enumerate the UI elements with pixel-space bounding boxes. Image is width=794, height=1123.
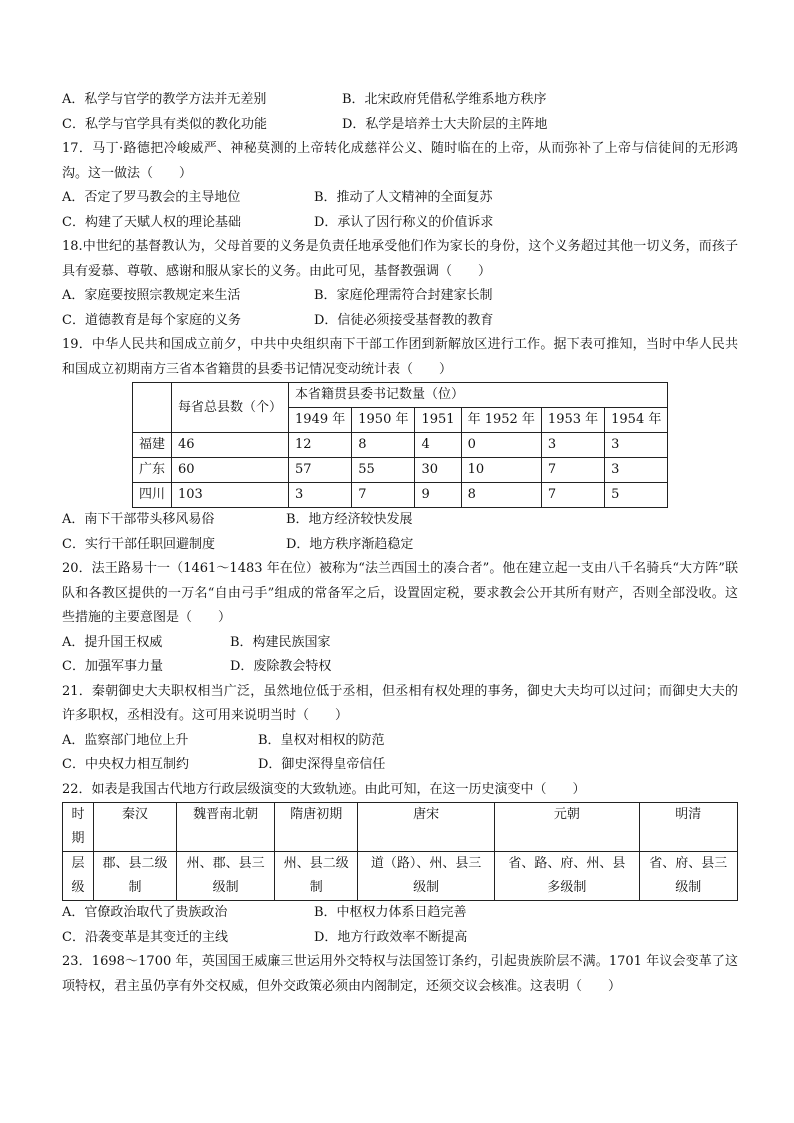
- q22-option-row-2: [62, 926, 738, 951]
- q22-period: 隋唐初期: [275, 803, 358, 852]
- q19-province: 福建: [133, 433, 172, 458]
- q19-cell: 7: [541, 483, 604, 508]
- q19-header-group: 本省籍贯县委书记数量（位）: [289, 383, 668, 408]
- q19-cell: 8: [461, 483, 541, 508]
- q17-option-row-1: [62, 186, 738, 211]
- q19-cell: 3: [605, 458, 668, 483]
- q19-total: 60: [172, 458, 289, 483]
- q19-year: 年 1952 年: [461, 408, 541, 433]
- q22-level: 省、府、县三 级制: [639, 852, 737, 901]
- q17-stem: 17．马丁·路德把冷峻威严、神秘莫测的上帝转化成慈祥公义、随时临在的上帝，从而弥补了上帝与信徒间的无形鸿沟。这一做法（ ）: [62, 141, 738, 181]
- q19-year: 1949 年: [289, 408, 352, 433]
- q19-option-a[interactable]: A．南下干部带头移风易俗: [62, 512, 215, 527]
- q19-cell: 7: [352, 483, 415, 508]
- q21-option-b[interactable]: B．皇权对相权的防范: [258, 732, 385, 748]
- q22-period: 魏晋南北朝: [176, 803, 274, 852]
- q21-option-a[interactable]: A．监察部门地位上升: [62, 732, 189, 748]
- q22-option-a[interactable]: A．官僚政治取代了贵族政治: [62, 905, 228, 920]
- table-row: [133, 433, 668, 458]
- q19-option-row-1: [62, 508, 738, 533]
- q17-option-row-2: [62, 211, 738, 236]
- q22-period: 明清: [639, 803, 737, 852]
- q19-cell: 55: [352, 458, 415, 483]
- q22-period: 唐宋: [358, 803, 495, 852]
- q19-stem: 19．中华人民共和国成立前夕，中共中央组织南下干部工作团到新解放区进行工作。据下表可推知，当时中华人民共和国成立初期南方三省本省籍贯的县委书记情况变动统计表（ ）: [62, 337, 738, 377]
- q18-stem: 18.中世纪的基督教认为，父母首要的义务是负责任地承受他们作为家长的身份，这个义务超过其他一切义务，而孩子具有爱慕、尊敬、感谢和服从家长的义务。由此可见，基督教强调（ ）: [62, 239, 738, 279]
- q19-year: 1953 年: [541, 408, 604, 433]
- q22-period: 元朝: [495, 803, 640, 852]
- q22-option-row-1: [62, 901, 738, 926]
- q22-level: 道（路）、州、县三 级制: [358, 852, 495, 901]
- q16-option-b[interactable]: B．北宋政府凭借私学维系地方秩序: [342, 92, 547, 107]
- table-row: [63, 852, 738, 901]
- q19-cell: 0: [461, 433, 541, 458]
- q18-option-d[interactable]: D．信徒必须接受基督教的教育: [314, 312, 494, 328]
- q18-option-row-2: [62, 309, 738, 334]
- q21-option-c[interactable]: C．中央权力相互制约: [62, 757, 189, 772]
- q21-option-d[interactable]: D．御史深得皇帝信任: [258, 757, 386, 772]
- q21-option-row-1: [62, 729, 738, 754]
- q19-cell: 9: [415, 483, 461, 508]
- q20-option-d[interactable]: D．废除教会特权: [230, 659, 332, 674]
- table-row: [63, 803, 738, 852]
- q19-option-d[interactable]: D．地方秩序渐趋稳定: [286, 536, 414, 552]
- q20-option-b[interactable]: B．构建民族国家: [230, 634, 331, 650]
- q16-option-c[interactable]: C．私学与官学具有类似的教化功能: [62, 116, 267, 132]
- q22-row-label-period: 时 期: [63, 803, 94, 852]
- q19-cell: 7: [541, 458, 604, 483]
- exam-page: [62, 88, 738, 999]
- q19-cell: 5: [605, 483, 668, 508]
- q19-cell: 30: [415, 458, 461, 483]
- q21-option-row-2: [62, 753, 738, 778]
- q18-option-c[interactable]: C．道德教育是每个家庭的义务: [62, 312, 241, 328]
- q16-option-row-2: [62, 113, 738, 138]
- q19-cell: 8: [352, 433, 415, 458]
- q19-province: 四川: [133, 483, 172, 508]
- q19-year: 1950 年: [352, 408, 415, 433]
- q19-option-b[interactable]: B．地方经济较快发展: [286, 512, 413, 527]
- q19-year: 1951: [415, 408, 461, 433]
- q16-option-row-1: [62, 88, 738, 113]
- q22-stem: 22．如表是我国古代地方行政层级演变的大致轨迹。由此可知，在这一历史演变中（ ）: [62, 781, 586, 797]
- q22-option-c[interactable]: C．沿袭变革是其变迁的主线: [62, 929, 228, 945]
- q22-level: 州、县二级 制: [275, 852, 358, 901]
- q20-stem: 20．法王路易十一（1461～1483 年在位）被称为“法兰西国土的凑合者”。他在建立起一支由八千名骑兵“大方阵”联队和各教区提供的一万名“自由弓手”组成的常备军之后，设置固定税，要求教会公开其所有财产，否则全部没收。这些措施的主要意图是（ ）: [62, 561, 738, 625]
- q19-cell: 3: [289, 483, 352, 508]
- q17-option-b[interactable]: B．推动了人文精神的全面复苏: [314, 190, 493, 205]
- q19-option-c[interactable]: C．实行干部任职回避制度: [62, 536, 215, 552]
- q19-cell: 57: [289, 458, 352, 483]
- table-row: [133, 483, 668, 508]
- q16-option-a[interactable]: A．私学与官学的教学方法并无差别: [62, 92, 267, 107]
- q19-year: 1954 年: [605, 408, 668, 433]
- q20-option-a[interactable]: A．提升国王权威: [62, 634, 163, 650]
- q19-province: 广东: [133, 458, 172, 483]
- q16-option-d[interactable]: D．私学是培养士大夫阶层的主阵地: [342, 116, 548, 132]
- q22-option-b[interactable]: B．中枢权力体系日趋完善: [314, 905, 467, 920]
- q22-level: 省、路、府、州、县 多级制: [495, 852, 640, 901]
- q19-option-row-2: [62, 533, 738, 558]
- q19-cell: 3: [541, 433, 604, 458]
- q20-option-c[interactable]: C．加强军事力量: [62, 659, 163, 674]
- q20-option-row-1: [62, 631, 738, 656]
- q18-option-row-1: [62, 284, 738, 309]
- q17-option-a[interactable]: A．否定了罗马教会的主导地位: [62, 190, 241, 205]
- q18-option-b[interactable]: B．家庭伦理需符合封建家长制: [314, 288, 493, 303]
- q19-cell: 4: [415, 433, 461, 458]
- q19-table: [132, 382, 668, 508]
- q21-stem: 21．秦朝御史大夫职权相当广泛，虽然地位低于丞相，但丞相有权处理的事务，御史大夫均可以过问；而御史大夫的许多职权，丞相没有。这可用来说明当时（ ）: [62, 683, 738, 723]
- q19-header-total: 每省总县数（个）: [172, 383, 289, 433]
- q19-cell: 3: [605, 433, 668, 458]
- q22-table: [62, 802, 738, 901]
- q17-option-c[interactable]: C．构建了天赋人权的理论基础: [62, 214, 241, 230]
- q22-level: 郡、县二级 制: [94, 852, 177, 901]
- q22-level: 州、郡、县三 级制: [176, 852, 274, 901]
- q19-total: 46: [172, 433, 289, 458]
- q20-option-row-2: [62, 655, 738, 680]
- q23-stem: 23．1698～1700 年，英国国王威廉三世运用外交特权与法国签订条约，引起贵族阶层不满。1701 年议会变革了这项特权，君主虽仍享有外交权威，但外交政策必须由内阁制定，还须交议会核准。这表明（ ）: [62, 954, 738, 994]
- q19-cell: 10: [461, 458, 541, 483]
- q17-option-d[interactable]: D．承认了因行称义的价值诉求: [314, 214, 494, 230]
- table-row: [133, 458, 668, 483]
- q19-total: 103: [172, 483, 289, 508]
- q18-option-a[interactable]: A．家庭要按照宗教规定来生活: [62, 288, 241, 303]
- q22-option-d[interactable]: D．地方行政效率不断提高: [314, 929, 468, 945]
- q22-period: 秦汉: [94, 803, 177, 852]
- q22-row-label-level: 层 级: [63, 852, 94, 901]
- q19-cell: 12: [289, 433, 352, 458]
